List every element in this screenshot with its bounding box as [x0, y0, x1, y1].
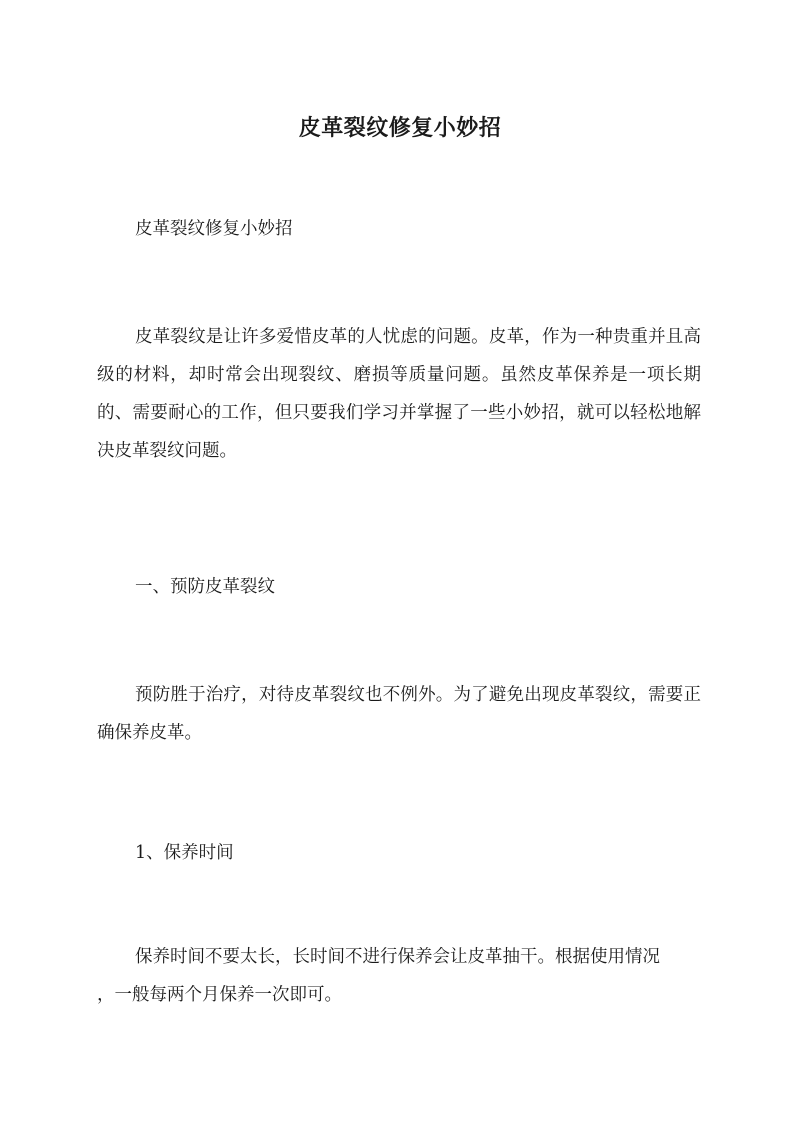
intro-paragraph: 皮革裂纹是让许多爱惜皮革的人忧虑的问题。皮革，作为一种贵重并且高级的材料，却时常会出现裂纹、磨损等质量问题。虽然皮革保养是一项长期的、需要耐心的工作，但只要我们学习并掌握了一些小妙招，就可以轻松地解决皮革裂纹问题。	[97, 327, 701, 461]
prevention-paragraph: 预防胜于治疗，对待皮革裂纹也不例外。为了避免出现皮革裂纹，需要正确保养皮革。	[97, 685, 701, 743]
maintenance-time-paragraph	[97, 938, 701, 1014]
document-subtitle: 皮革裂纹修复小妙招	[135, 219, 293, 239]
section-heading-prevention: 一、预防皮革裂纹	[135, 577, 275, 597]
document-title: 皮革裂纹修复小妙招	[298, 114, 502, 141]
maintenance-time-line-1: 保养时间不要太长，长时间不进行保养会让皮革抽干。根据使用情况	[135, 947, 660, 967]
maintenance-time-line-2: ，一般每两个月保养一次即可。	[97, 985, 342, 1005]
item-heading-maintenance-time: 1、保养时间	[135, 843, 234, 863]
